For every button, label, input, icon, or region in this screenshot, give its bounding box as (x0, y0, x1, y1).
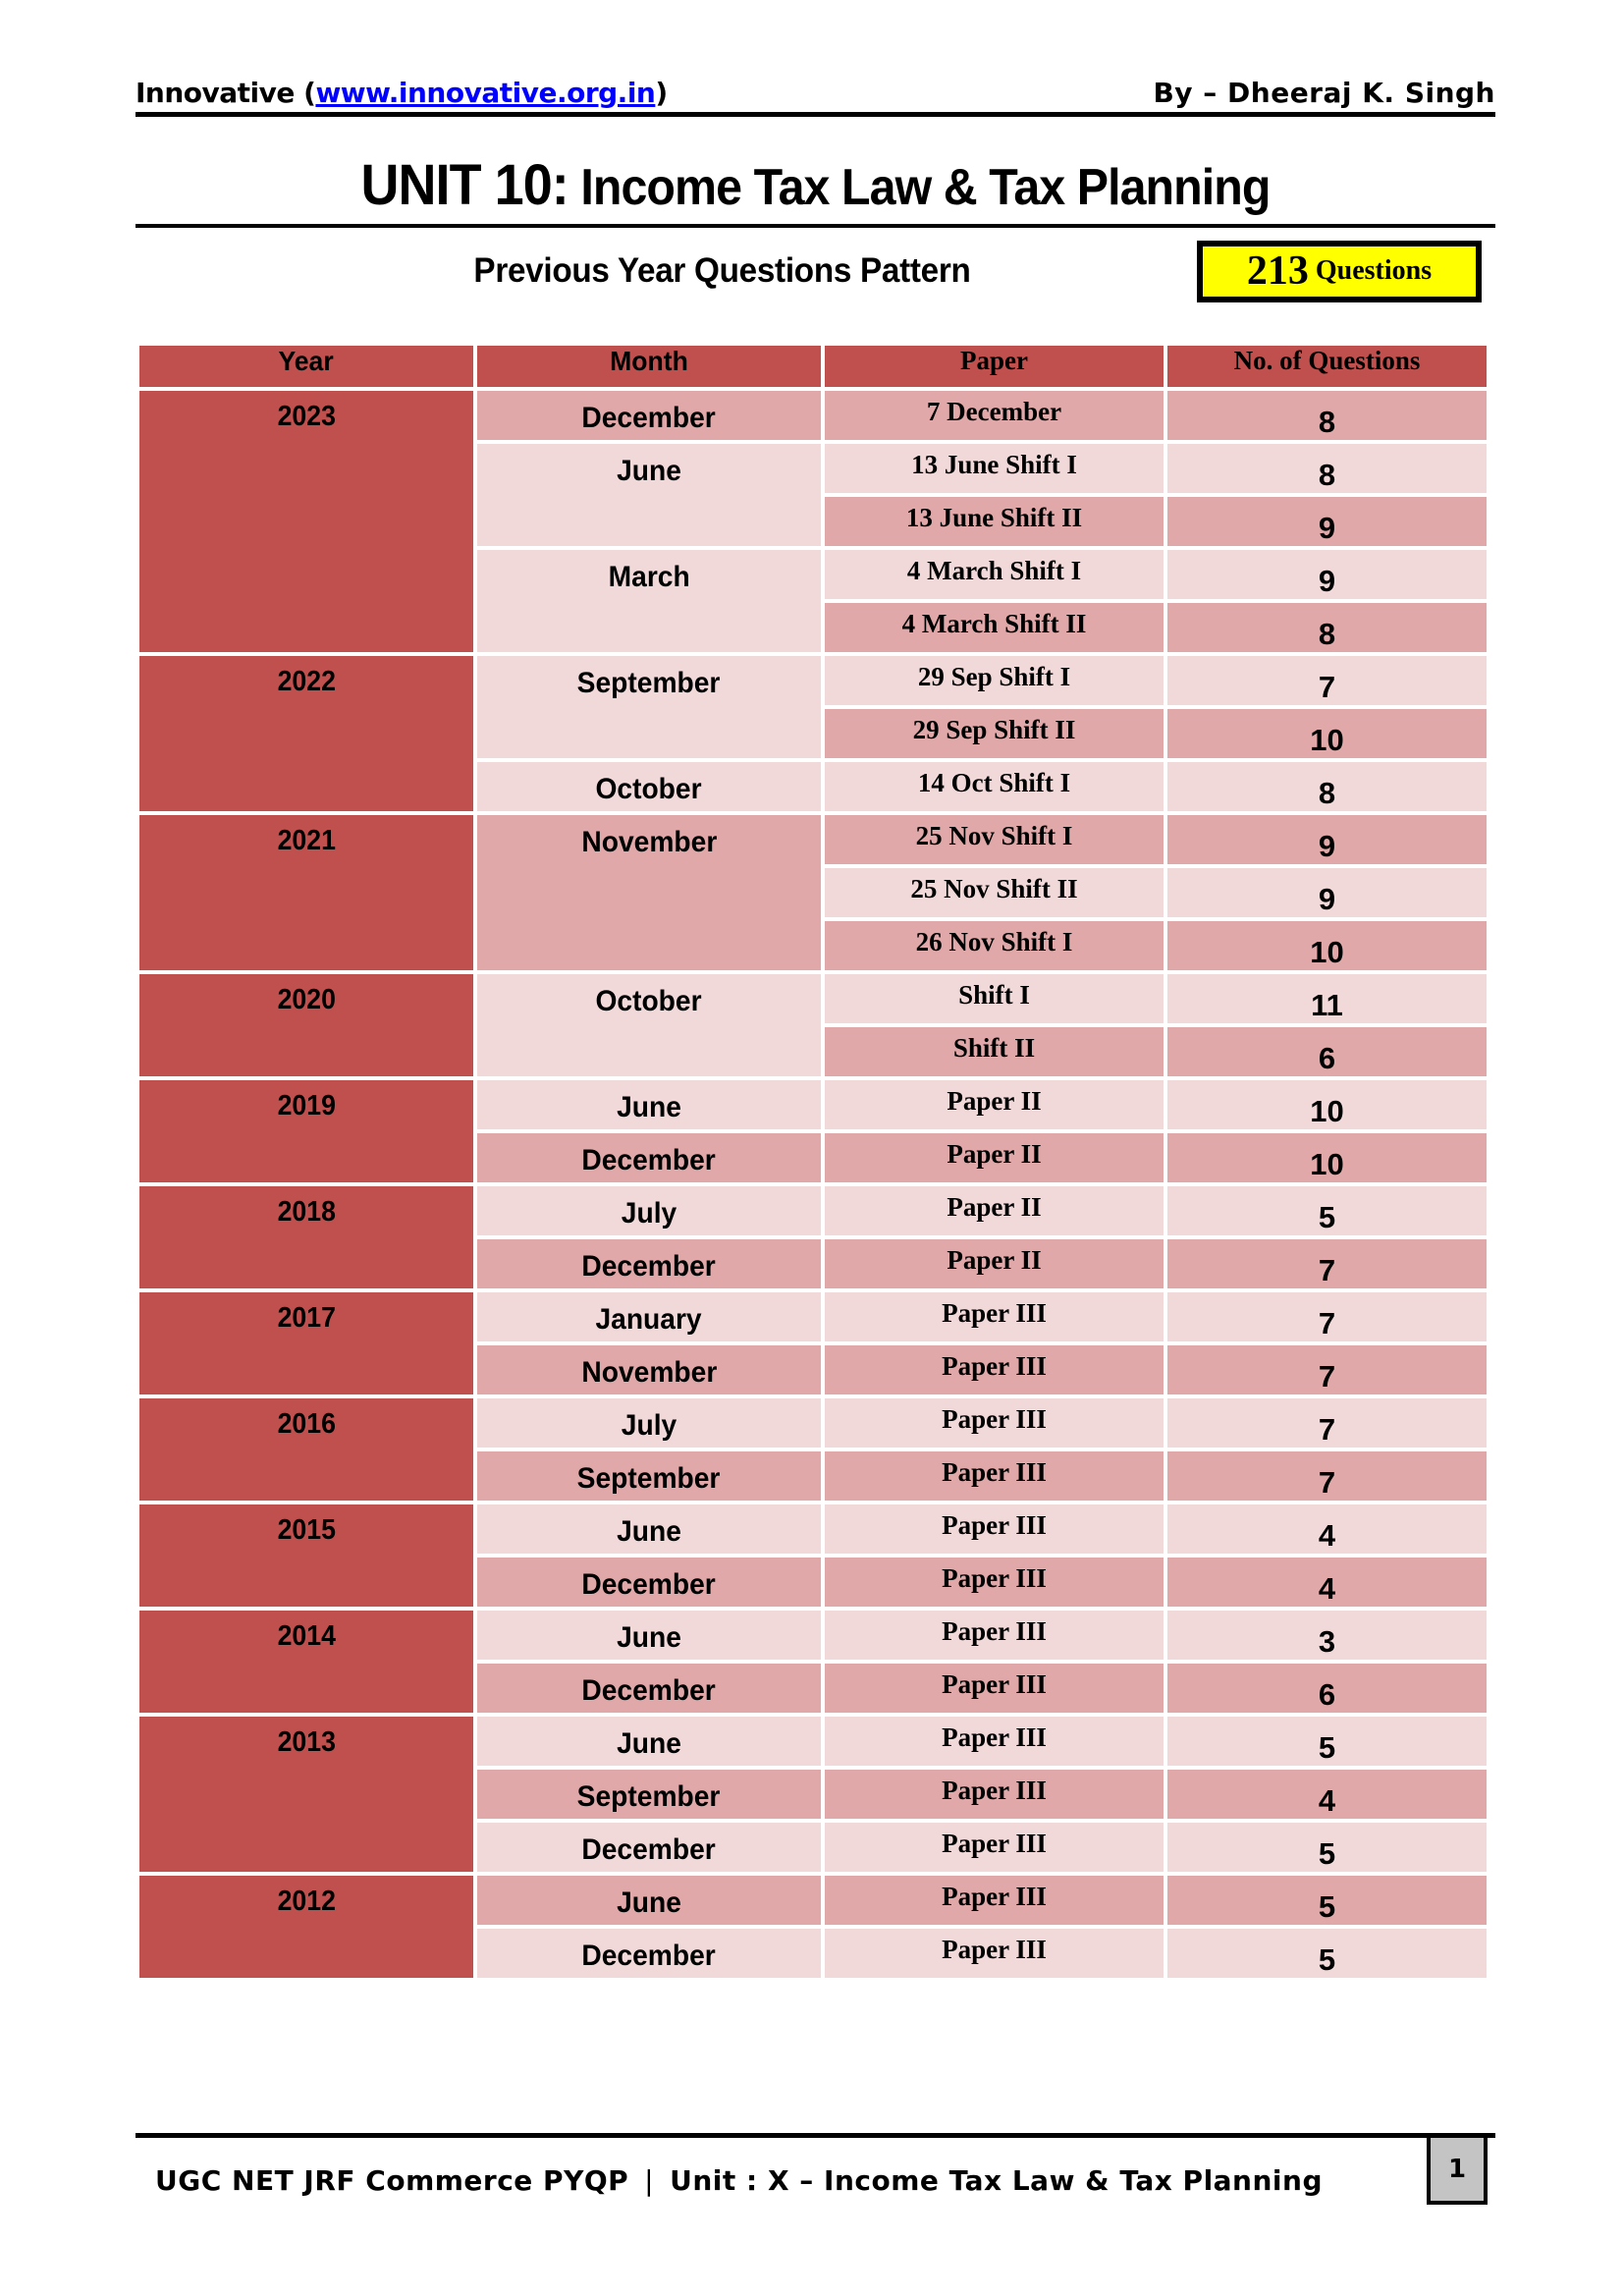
table-row (139, 1398, 1487, 1448)
paper-label: 13 June Shift II (905, 503, 1083, 532)
month-cell (477, 1823, 821, 1872)
count-label: 5 (1318, 1200, 1336, 1234)
paper-cell (825, 1504, 1164, 1554)
page-number-box (1427, 2134, 1488, 2205)
month-label: December (581, 1568, 717, 1601)
paper-label: 29 Sep Shift I (917, 662, 1071, 691)
paper-cell (825, 497, 1164, 546)
month-label: January (595, 1303, 703, 1336)
questions-pattern-table (135, 342, 1490, 1982)
table-row (139, 1186, 1487, 1235)
table-row (139, 815, 1487, 864)
year-label: 2019 (277, 1090, 336, 1121)
count-cell (1167, 1186, 1487, 1235)
column-header-year (139, 346, 473, 387)
year-cell (139, 1876, 473, 1978)
paper-cell (825, 1451, 1164, 1501)
count-label: 10 (1310, 1094, 1344, 1128)
count-label: 4 (1318, 1783, 1336, 1818)
month-cell (477, 1876, 821, 1925)
column-header-paper-label: Paper (960, 346, 1028, 375)
table-row (139, 1717, 1487, 1766)
year-cell (139, 1398, 473, 1501)
count-label: 5 (1318, 1889, 1336, 1924)
paper-label: Shift II (952, 1033, 1036, 1063)
paper-cell (825, 1717, 1164, 1766)
month-cell (477, 1398, 821, 1448)
count-label: 9 (1318, 829, 1336, 863)
count-label: 8 (1318, 458, 1336, 492)
paper-label: Paper III (942, 1882, 1047, 1911)
brand-paren-close: ) (655, 77, 668, 109)
year-label: 2012 (277, 1886, 336, 1917)
count-label: 8 (1318, 405, 1336, 439)
paper-label: Paper III (942, 1298, 1047, 1328)
count-label: 10 (1310, 935, 1344, 969)
count-label: 8 (1318, 617, 1336, 651)
month-cell (477, 1080, 821, 1129)
paper-cell (825, 1664, 1164, 1713)
table-row (139, 391, 1487, 440)
paper-label: Paper III (942, 1563, 1047, 1593)
column-header-year-label: Year (278, 346, 335, 376)
paper-label: Paper III (942, 1722, 1047, 1752)
year-label: 2015 (277, 1514, 336, 1546)
paper-label: Paper III (942, 1457, 1047, 1487)
count-cell (1167, 1451, 1487, 1501)
count-label: 7 (1318, 1359, 1336, 1394)
table-row (139, 1292, 1487, 1341)
month-cell (477, 974, 821, 1076)
count-cell (1167, 497, 1487, 546)
month-cell (477, 1664, 821, 1713)
paper-cell (825, 762, 1164, 811)
count-label: 7 (1318, 1306, 1336, 1340)
footer-left-label: UGC NET JRF Commerce PYQP (155, 2163, 629, 2197)
count-cell (1167, 550, 1487, 599)
brand-name: Innovative ( (135, 77, 316, 109)
month-cell (477, 391, 821, 440)
month-cell (477, 1717, 821, 1766)
count-cell (1167, 1345, 1487, 1394)
count-label: 9 (1318, 882, 1336, 916)
count-cell (1167, 815, 1487, 864)
month-label: September (577, 1462, 721, 1495)
month-cell (477, 815, 821, 970)
count-label: 5 (1318, 1836, 1336, 1871)
title-subject: Income Tax Law & Tax Planning (568, 159, 1271, 216)
year-label: 2023 (277, 401, 336, 432)
month-label: December (581, 1940, 717, 1972)
count-label: 5 (1318, 1942, 1336, 1977)
paper-label: Paper II (947, 1245, 1042, 1275)
column-header-month (477, 346, 821, 387)
year-cell (139, 1186, 473, 1288)
paper-cell (825, 1770, 1164, 1819)
month-label: March (608, 561, 690, 593)
count-label: 4 (1318, 1518, 1336, 1553)
count-cell (1167, 1133, 1487, 1182)
paper-label: 14 Oct Shift I (917, 768, 1071, 797)
count-label: 10 (1310, 1147, 1344, 1181)
column-header-paper (825, 346, 1164, 387)
paper-cell (825, 1929, 1164, 1978)
month-label: December (581, 402, 717, 434)
month-cell (477, 1239, 821, 1288)
table-row (139, 1611, 1487, 1660)
table-body (139, 391, 1487, 1978)
column-header-count (1167, 346, 1487, 387)
year-cell (139, 1717, 473, 1872)
count-label: 6 (1318, 1677, 1336, 1712)
paper-cell (825, 1876, 1164, 1925)
paper-cell (825, 709, 1164, 758)
title-unit-number: UNIT 10: (360, 153, 568, 217)
table-row (139, 656, 1487, 705)
month-cell (477, 656, 821, 758)
paper-label: Paper III (942, 1616, 1047, 1646)
count-cell (1167, 921, 1487, 970)
month-cell (477, 444, 821, 546)
count-cell (1167, 656, 1487, 705)
count-label: 6 (1318, 1041, 1336, 1075)
count-cell (1167, 391, 1487, 440)
paper-label: Paper III (942, 1669, 1047, 1699)
year-label: 2022 (277, 666, 336, 697)
paper-label: Paper II (947, 1192, 1042, 1222)
paper-label: Paper III (942, 1776, 1047, 1805)
count-label: 7 (1318, 1412, 1336, 1447)
count-cell (1167, 1292, 1487, 1341)
count-cell (1167, 709, 1487, 758)
month-label: November (581, 826, 717, 858)
paper-label: Shift I (958, 980, 1030, 1010)
table-row (139, 1504, 1487, 1554)
count-cell (1167, 1664, 1487, 1713)
month-label: October (595, 773, 703, 805)
year-cell (139, 974, 473, 1076)
paper-label: 26 Nov Shift I (915, 927, 1073, 957)
month-label: June (617, 1515, 681, 1548)
count-label: 9 (1318, 511, 1336, 545)
paper-cell (825, 1133, 1164, 1182)
questions-pattern-table-wrap (135, 342, 1483, 1982)
total-questions-badge (1197, 241, 1482, 302)
count-label: 7 (1318, 1253, 1336, 1287)
count-label: 7 (1318, 670, 1336, 704)
paper-cell (825, 1823, 1164, 1872)
year-label: 2014 (277, 1620, 336, 1652)
website-link[interactable]: www.innovative.org.in (315, 77, 656, 109)
month-cell (477, 762, 821, 811)
paper-cell (825, 603, 1164, 652)
year-cell (139, 1292, 473, 1394)
count-cell (1167, 1080, 1487, 1129)
year-label: 2013 (277, 1726, 336, 1758)
month-cell (477, 1929, 821, 1978)
paper-cell (825, 815, 1164, 864)
count-label: 3 (1318, 1624, 1336, 1659)
month-label: December (581, 1144, 717, 1176)
year-label: 2018 (277, 1196, 336, 1228)
paper-cell (825, 391, 1164, 440)
paper-label: Paper III (942, 1829, 1047, 1858)
badge-label: Questions (1315, 255, 1433, 286)
paper-label: Paper II (947, 1086, 1042, 1116)
paper-cell (825, 1345, 1164, 1394)
count-label: 8 (1318, 776, 1336, 810)
paper-label: 25 Nov Shift I (915, 821, 1073, 850)
paper-label: Paper III (942, 1404, 1047, 1434)
year-cell (139, 1504, 473, 1607)
paper-cell (825, 1398, 1164, 1448)
month-cell (477, 1504, 821, 1554)
paper-cell (825, 868, 1164, 917)
paper-cell (825, 1080, 1164, 1129)
paper-cell (825, 974, 1164, 1023)
month-label: June (617, 1621, 681, 1654)
paper-label: Paper II (947, 1139, 1042, 1169)
count-cell (1167, 1770, 1487, 1819)
month-label: December (581, 1674, 717, 1707)
count-cell (1167, 1717, 1487, 1766)
table-row (139, 1080, 1487, 1129)
count-cell (1167, 1823, 1487, 1872)
month-cell (477, 1451, 821, 1501)
count-cell (1167, 1611, 1487, 1660)
count-cell (1167, 603, 1487, 652)
year-cell (139, 1080, 473, 1182)
month-label: December (581, 1250, 717, 1283)
page-footer (135, 2133, 1495, 2222)
month-cell (477, 550, 821, 652)
year-label: 2016 (277, 1408, 336, 1440)
month-label: July (621, 1409, 677, 1442)
badge-count: 213 (1246, 248, 1309, 294)
year-label: 2017 (277, 1302, 336, 1334)
month-cell (477, 1133, 821, 1182)
month-cell (477, 1292, 821, 1341)
month-label: June (617, 1886, 681, 1919)
count-cell (1167, 1876, 1487, 1925)
month-cell (477, 1611, 821, 1660)
paper-label: 25 Nov Shift II (910, 874, 1078, 903)
year-label: 2021 (277, 825, 336, 856)
page-header (135, 77, 1495, 117)
year-cell (139, 391, 473, 652)
count-cell (1167, 1504, 1487, 1554)
paper-label: Paper III (942, 1935, 1047, 1964)
paper-cell (825, 444, 1164, 493)
paper-label: Paper III (942, 1351, 1047, 1381)
table-row (139, 1876, 1487, 1925)
count-label: 7 (1318, 1465, 1336, 1500)
paper-label: 4 March Shift II (901, 609, 1087, 638)
count-cell (1167, 1398, 1487, 1448)
month-label: December (581, 1833, 717, 1866)
table-row (139, 974, 1487, 1023)
count-cell (1167, 1239, 1487, 1288)
subtitle-text: Previous Year Questions Pattern (473, 251, 971, 290)
brand-line (135, 77, 668, 109)
paper-cell (825, 1027, 1164, 1076)
paper-cell (825, 550, 1164, 599)
column-header-month-label: Month (610, 346, 688, 376)
month-cell (477, 1345, 821, 1394)
footer-right-label: Unit : X – Income Tax Law & Tax Planning (670, 2163, 1323, 2197)
count-label: 11 (1311, 988, 1343, 1022)
count-cell (1167, 1558, 1487, 1607)
count-label: 5 (1318, 1730, 1336, 1765)
count-cell (1167, 444, 1487, 493)
month-label: July (621, 1197, 677, 1230)
month-cell (477, 1770, 821, 1819)
paper-cell (825, 921, 1164, 970)
month-label: June (617, 455, 681, 487)
month-label: June (617, 1091, 681, 1123)
paper-label: 7 December (926, 397, 1062, 426)
count-label: 9 (1318, 564, 1336, 598)
count-cell (1167, 868, 1487, 917)
page-title (135, 152, 1495, 228)
month-label: September (577, 1780, 721, 1813)
paper-cell (825, 1186, 1164, 1235)
column-header-count-label: No. of Questions (1233, 346, 1421, 375)
month-cell (477, 1558, 821, 1607)
title-line (183, 152, 1447, 218)
paper-cell (825, 656, 1164, 705)
month-label: October (595, 985, 703, 1017)
paper-cell (825, 1239, 1164, 1288)
count-cell (1167, 1027, 1487, 1076)
paper-label: 4 March Shift I (906, 556, 1082, 585)
month-cell (477, 1186, 821, 1235)
subtitle-row (135, 239, 1495, 303)
count-cell (1167, 974, 1487, 1023)
count-label: 10 (1310, 723, 1344, 757)
year-cell (139, 656, 473, 811)
footer-separator: | (644, 2163, 655, 2197)
month-label: September (577, 667, 721, 699)
month-label: June (617, 1727, 681, 1760)
count-cell (1167, 762, 1487, 811)
count-label: 4 (1318, 1571, 1336, 1606)
author-credit: By – Dheeraj K. Singh (1153, 77, 1495, 109)
footer-text (135, 2164, 1323, 2197)
page-number: 1 (1447, 2155, 1467, 2184)
paper-label: Paper III (942, 1510, 1047, 1540)
paper-label: 13 June Shift I (911, 450, 1077, 479)
year-label: 2020 (277, 984, 336, 1015)
count-cell (1167, 1929, 1487, 1978)
year-cell (139, 1611, 473, 1713)
month-label: November (581, 1356, 717, 1389)
paper-cell (825, 1611, 1164, 1660)
table-header-row (139, 346, 1487, 387)
paper-cell (825, 1558, 1164, 1607)
paper-label: 29 Sep Shift II (912, 715, 1076, 744)
paper-cell (825, 1292, 1164, 1341)
year-cell (139, 815, 473, 970)
